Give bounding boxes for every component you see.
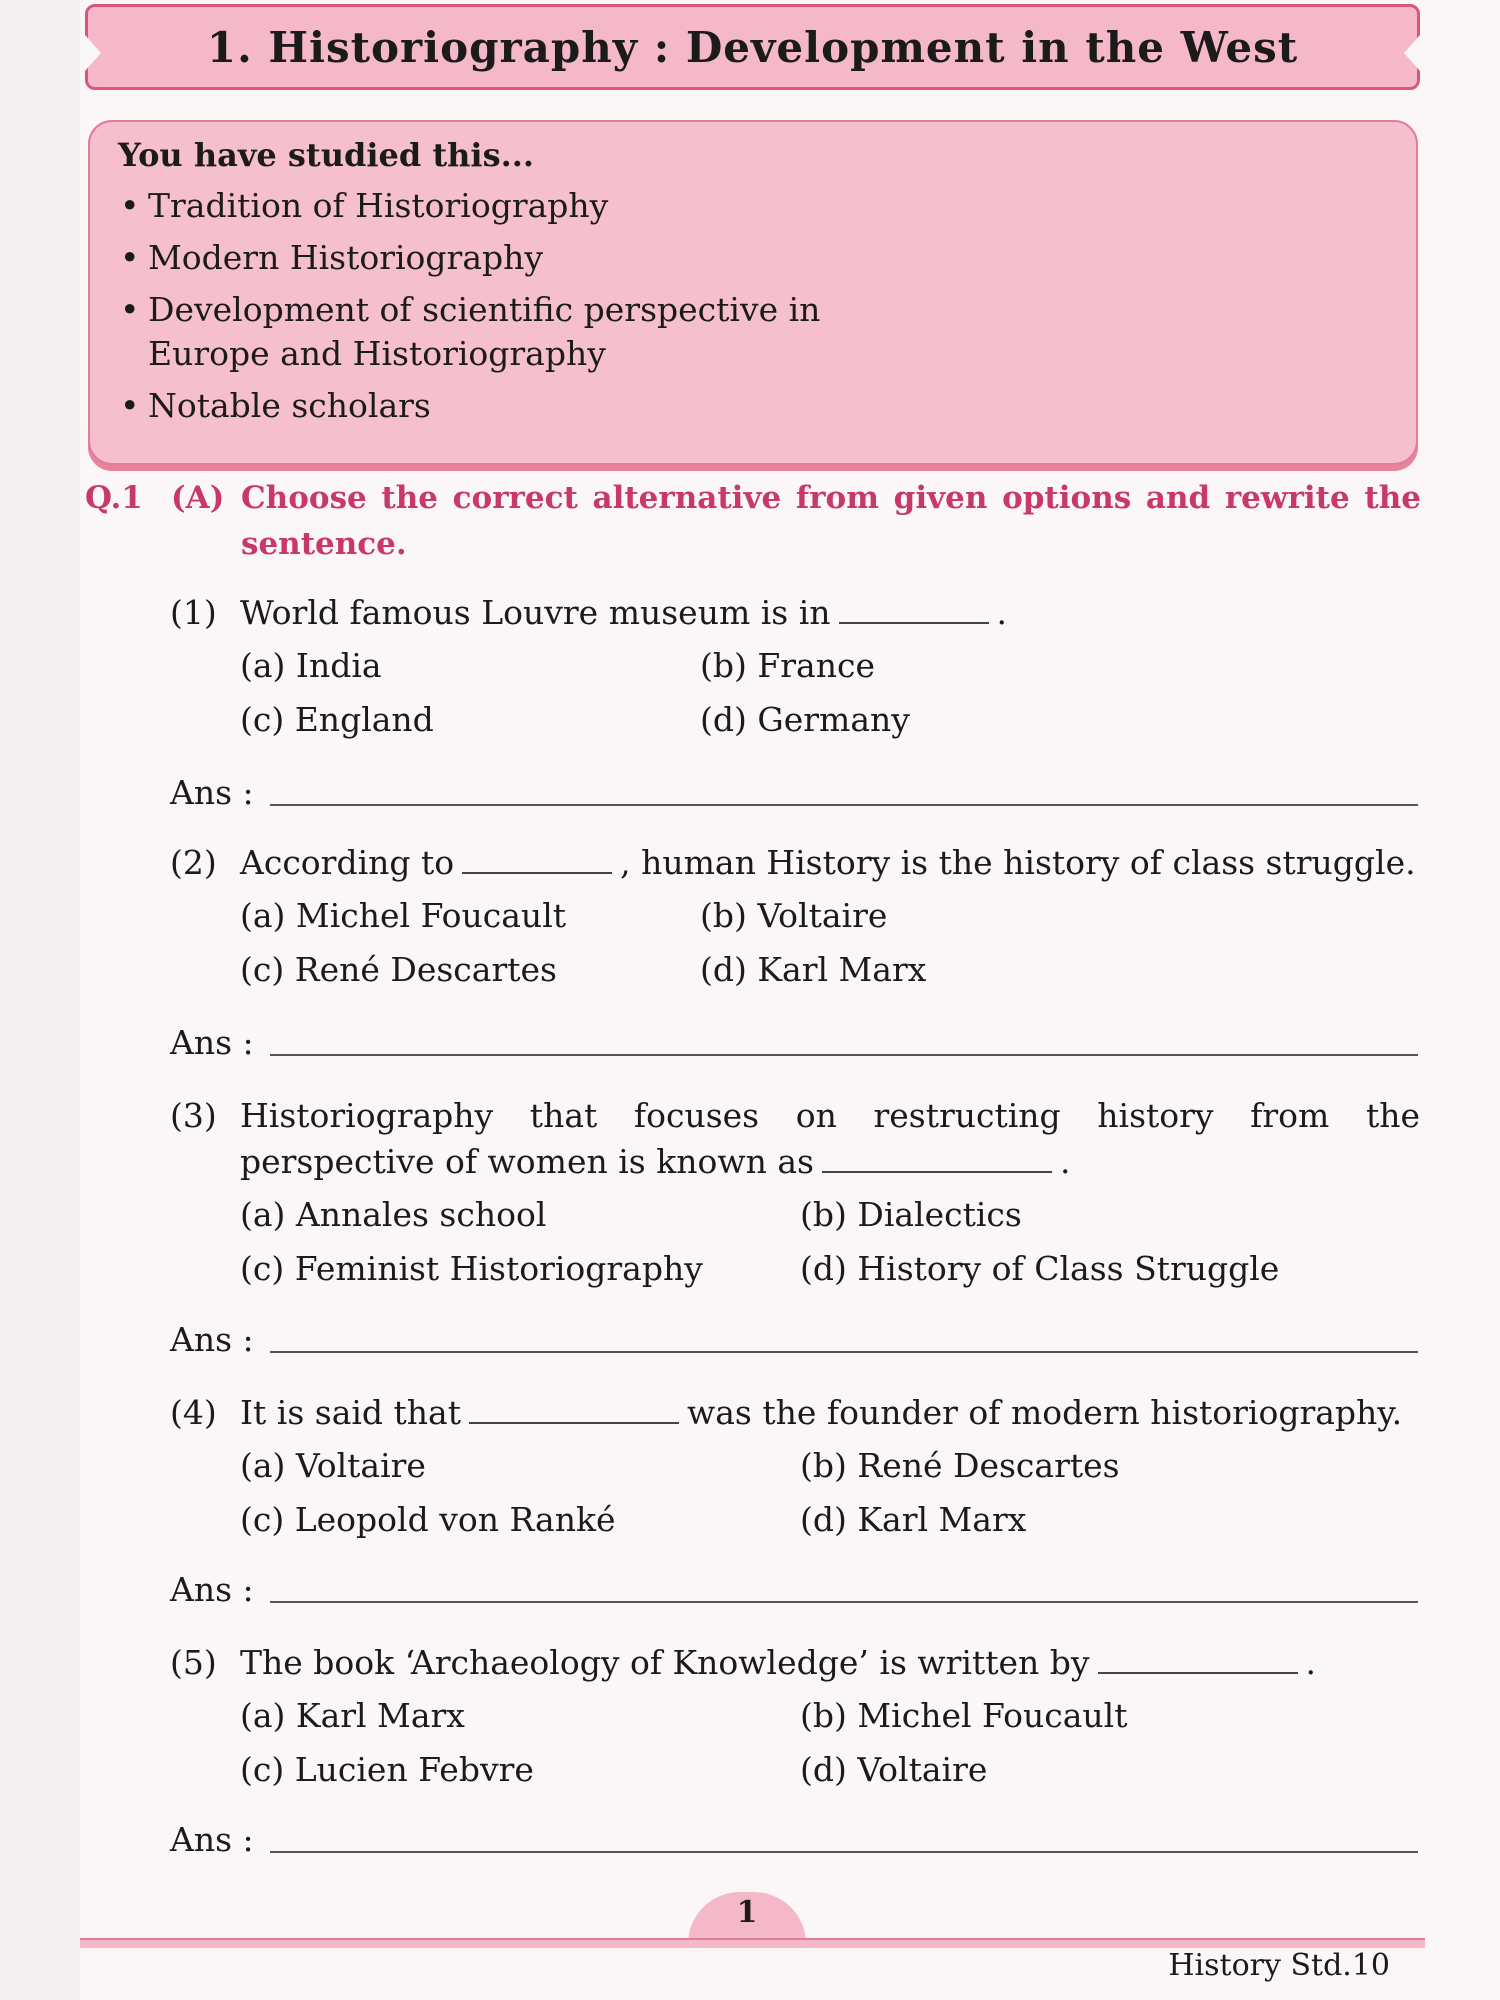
question-text: The book ‘Archaeology of Knowledge’ is written by	[240, 1643, 1090, 1682]
question-text-end: , human History is the history of class struggle.	[620, 843, 1416, 882]
option: (a) Annales school	[240, 1195, 547, 1234]
option: (a) Michel Foucault	[240, 896, 567, 935]
option: (c) Feminist Historiography	[240, 1249, 703, 1288]
option: (c) England	[240, 700, 434, 739]
page-margin	[0, 0, 80, 2000]
answer-label: Ans :	[170, 1570, 254, 1609]
answer-blank	[469, 1421, 679, 1424]
answer-line[interactable]	[270, 1323, 1418, 1353]
section-instruction: Choose the correct alternative from given options and rewrite the sentence.	[241, 480, 1421, 562]
book-label: History Std.10	[1168, 1948, 1390, 1983]
option: (d) Karl Marx	[800, 1500, 1027, 1539]
answer-line[interactable]	[270, 776, 1418, 806]
studied-summary-box	[88, 120, 1418, 465]
option: (b) France	[700, 646, 875, 685]
section-part: (A)	[171, 480, 225, 516]
answer-label: Ans :	[170, 1820, 254, 1859]
answer-blank	[839, 621, 989, 624]
question-text: Historiography that focuses on restructing history from the perspective of women is known as	[240, 1096, 1420, 1181]
answer-row	[170, 773, 1418, 812]
answer-label: Ans :	[170, 773, 254, 812]
answer-row	[170, 1570, 1418, 1609]
question-3	[170, 1093, 1430, 1291]
question-number: (3)	[170, 1096, 217, 1135]
section-heading	[85, 475, 1425, 567]
page-number: 1	[736, 1895, 758, 1930]
question-number: (4)	[170, 1393, 217, 1432]
question-number: (1)	[170, 593, 217, 632]
question-2	[170, 840, 1430, 992]
answer-line[interactable]	[270, 1823, 1418, 1853]
answer-blank	[462, 871, 612, 874]
option: (d) Germany	[700, 700, 910, 739]
option: (d) Voltaire	[800, 1750, 988, 1789]
question-text-end: .	[1059, 1142, 1071, 1181]
option: (b) Dialectics	[800, 1195, 1022, 1234]
answer-line[interactable]	[270, 1573, 1418, 1603]
option: (b) Michel Foucault	[800, 1696, 1128, 1735]
option: (a) Voltaire	[240, 1446, 426, 1485]
answer-row	[170, 1023, 1418, 1062]
answer-row	[170, 1320, 1418, 1359]
banner-notch-right	[1404, 35, 1420, 71]
studied-item: • Tradition of Historiography	[118, 184, 868, 228]
question-1	[170, 590, 1430, 742]
studied-heading: You have studied this...	[118, 136, 535, 174]
answer-blank	[822, 1170, 1052, 1173]
question-text: According to	[240, 843, 455, 882]
option: (c) Leopold von Ranké	[240, 1500, 616, 1539]
option: (a) Karl Marx	[240, 1696, 465, 1735]
question-text: It is said that	[240, 1393, 461, 1432]
option: (b) René Descartes	[800, 1446, 1120, 1485]
answer-line[interactable]	[270, 1026, 1418, 1056]
question-number: (2)	[170, 843, 217, 882]
option: (a) India	[240, 646, 382, 685]
studied-item: • Notable scholars	[118, 384, 868, 428]
question-text: World famous Louvre museum is in	[240, 593, 831, 632]
question-text-end: .	[1305, 1643, 1317, 1682]
option: (b) Voltaire	[700, 896, 888, 935]
answer-blank	[1098, 1671, 1298, 1674]
chapter-title-banner	[85, 4, 1420, 90]
question-5	[170, 1640, 1430, 1792]
footer-band	[80, 1938, 1425, 1948]
answer-row	[170, 1820, 1418, 1859]
option: (d) History of Class Struggle	[800, 1249, 1280, 1288]
option: (c) Lucien Febvre	[240, 1750, 534, 1789]
question-4	[170, 1390, 1430, 1542]
studied-item: • Modern Historiography	[118, 236, 868, 280]
answer-label: Ans :	[170, 1320, 254, 1359]
answer-label: Ans :	[170, 1023, 254, 1062]
chapter-title: 1. Historiography : Development in the West	[206, 22, 1299, 72]
studied-item: • Development of scientific perspective in Europe and Historiography	[118, 288, 868, 376]
question-text-end: was the founder of modern historiography.	[687, 1393, 1403, 1432]
option: (d) Karl Marx	[700, 950, 927, 989]
question-text-end: .	[996, 593, 1008, 632]
option: (c) René Descartes	[240, 950, 557, 989]
banner-notch-left	[85, 35, 101, 71]
question-number: (5)	[170, 1643, 217, 1682]
section-number: Q.1	[85, 480, 143, 516]
studied-list	[118, 184, 1416, 428]
